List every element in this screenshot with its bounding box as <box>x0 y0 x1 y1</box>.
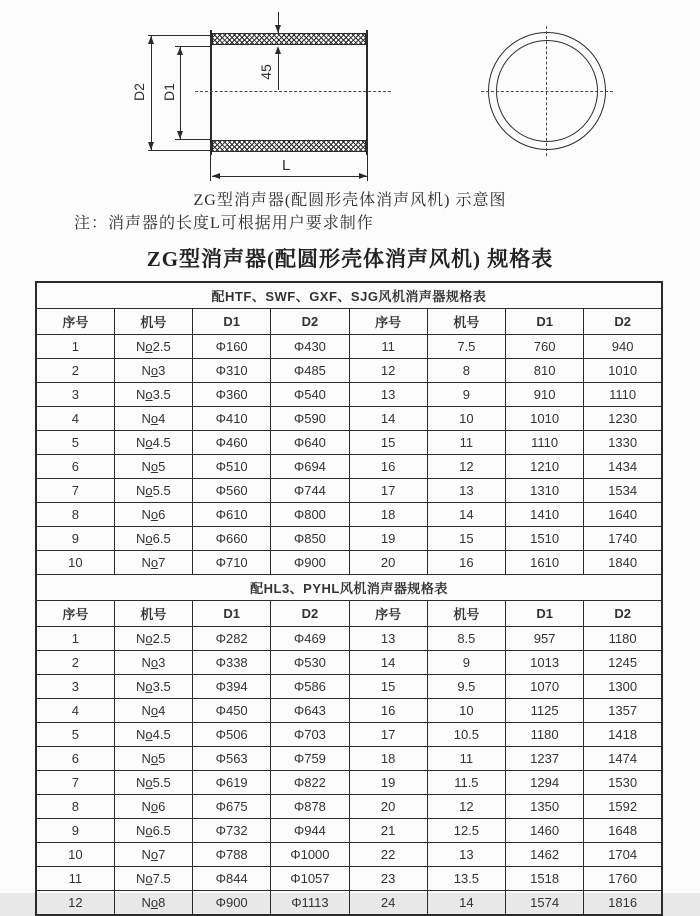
table-row <box>36 551 662 575</box>
table-cell: 760 <box>506 335 584 359</box>
d1-arrow-top-icon <box>177 47 183 55</box>
table-row <box>36 699 662 723</box>
table-cell: 14 <box>427 503 505 527</box>
table-cell: Φ800 <box>271 503 349 527</box>
table-cell: No7.5 <box>114 867 192 891</box>
table-row <box>36 795 662 819</box>
table-cell: 18 <box>349 747 427 771</box>
table-cell: 7 <box>36 479 114 503</box>
table-cell: 1840 <box>584 551 662 575</box>
table-cell: 16 <box>349 455 427 479</box>
table-cell: 1 <box>36 627 114 651</box>
table-cell: 10 <box>427 699 505 723</box>
table-cell: 8 <box>36 795 114 819</box>
d2-arrow-top-icon <box>148 36 154 44</box>
table-cell: 6 <box>36 747 114 771</box>
table-cell: Φ732 <box>193 819 271 843</box>
d2-extension-top <box>148 35 212 36</box>
column-header: D1 <box>506 601 584 627</box>
table-cell: 1574 <box>506 891 584 916</box>
table-cell: No3 <box>114 359 192 383</box>
l-dimension-line <box>212 176 367 177</box>
table-cell: 11.5 <box>427 771 505 795</box>
table-cell: Φ759 <box>271 747 349 771</box>
table-cell: 10 <box>427 407 505 431</box>
table-cell: Φ460 <box>193 431 271 455</box>
table-cell: No7 <box>114 843 192 867</box>
table-cell: No3 <box>114 651 192 675</box>
note-text: 注：消声器的长度L可根据用户要求制作 <box>74 215 374 232</box>
table-cell: 1 <box>36 335 114 359</box>
end-view-centerline-vertical <box>546 26 547 156</box>
table-cell: 15 <box>349 431 427 455</box>
table-cell: Φ410 <box>193 407 271 431</box>
table-cell: 19 <box>349 771 427 795</box>
table-cell: No5 <box>114 747 192 771</box>
table-cell: Φ850 <box>271 527 349 551</box>
table-cell: No4 <box>114 699 192 723</box>
table-cell: 810 <box>506 359 584 383</box>
table-row <box>36 723 662 747</box>
table-cell: Φ469 <box>271 627 349 651</box>
column-header: 机号 <box>114 309 192 335</box>
table-cell: 16 <box>349 699 427 723</box>
table-cell: Φ660 <box>193 527 271 551</box>
table-cell: 20 <box>349 795 427 819</box>
figure-caption: ZG型消声器(配圆形壳体消声风机) 示意图 <box>193 192 507 209</box>
table-cell: 1357 <box>584 699 662 723</box>
table-cell: 1530 <box>584 771 662 795</box>
column-header: 机号 <box>114 601 192 627</box>
table-cell: Φ694 <box>271 455 349 479</box>
table-cell: 1474 <box>584 747 662 771</box>
spec-table <box>35 281 663 916</box>
table-cell: 1300 <box>584 675 662 699</box>
table-cell: Φ610 <box>193 503 271 527</box>
table-cell: 940 <box>584 335 662 359</box>
table-row <box>36 867 662 891</box>
table-row <box>36 819 662 843</box>
table-row <box>36 359 662 383</box>
table-cell: 5 <box>36 431 114 455</box>
table-cell: 1816 <box>584 891 662 916</box>
table-cell: 9 <box>427 651 505 675</box>
table-cell: No6 <box>114 795 192 819</box>
table-cell: Φ360 <box>193 383 271 407</box>
column-header: D1 <box>506 309 584 335</box>
table-cell: 1434 <box>584 455 662 479</box>
table-cell: 23 <box>349 867 427 891</box>
table-cell: 1210 <box>506 455 584 479</box>
table-cell: Φ878 <box>271 795 349 819</box>
spec-table-wrap <box>35 281 663 916</box>
table-cell: 1640 <box>584 503 662 527</box>
l-dimension-label: L <box>282 157 291 174</box>
table-cell: 1418 <box>584 723 662 747</box>
table-cell: 9 <box>36 527 114 551</box>
end-cap-left-line <box>210 30 212 155</box>
table-cell: Φ710 <box>193 551 271 575</box>
table-cell: 1010 <box>506 407 584 431</box>
table-cell: No5 <box>114 455 192 479</box>
t45-dimension-label: 45 <box>258 64 274 80</box>
table-cell: 17 <box>349 723 427 747</box>
table-cell: Φ844 <box>193 867 271 891</box>
d1-dimension-label: D1 <box>161 83 177 101</box>
table-cell: 7 <box>36 771 114 795</box>
table-cell: Φ586 <box>271 675 349 699</box>
d1-extension-bottom <box>175 139 212 140</box>
table-cell: 13 <box>349 627 427 651</box>
table-cell: 22 <box>349 843 427 867</box>
table-row <box>36 431 662 455</box>
table-cell: No8 <box>114 891 192 916</box>
table-cell: 5 <box>36 723 114 747</box>
table-cell: No5.5 <box>114 479 192 503</box>
table-cell: 1310 <box>506 479 584 503</box>
table-cell: 11 <box>427 747 505 771</box>
table-row <box>36 527 662 551</box>
table-cell: 1704 <box>584 843 662 867</box>
table-cell: Φ450 <box>193 699 271 723</box>
d1-arrow-bottom-icon <box>177 131 183 139</box>
table-cell: 9 <box>427 383 505 407</box>
table-cell: 12 <box>427 795 505 819</box>
table-cell: 17 <box>349 479 427 503</box>
table-cell: 1125 <box>506 699 584 723</box>
end-cap-right-line <box>366 30 368 155</box>
table-cell: 910 <box>506 383 584 407</box>
table-cell: 1294 <box>506 771 584 795</box>
table-cell: Φ900 <box>193 891 271 916</box>
table-row <box>36 407 662 431</box>
page-title: ZG型消声器(配圆形壳体消声风机) 规格表 <box>146 247 554 271</box>
column-header: D1 <box>193 601 271 627</box>
table-cell: Φ788 <box>193 843 271 867</box>
table-cell: Φ640 <box>271 431 349 455</box>
table-row <box>36 891 662 916</box>
column-header: D2 <box>271 309 349 335</box>
table-cell: No3.5 <box>114 383 192 407</box>
table-cell: 1110 <box>584 383 662 407</box>
l-arrow-right-icon <box>359 173 367 179</box>
table-header-row <box>36 309 662 335</box>
column-header: 序号 <box>36 601 114 627</box>
table-row <box>36 383 662 407</box>
table-row <box>36 771 662 795</box>
table-cell: No6 <box>114 503 192 527</box>
table-cell: 1462 <box>506 843 584 867</box>
end-view-centerline-horizontal <box>481 91 613 92</box>
table-cell: 10.5 <box>427 723 505 747</box>
table-cell: Φ643 <box>271 699 349 723</box>
table-cell: 16 <box>427 551 505 575</box>
table-cell: 4 <box>36 407 114 431</box>
table-cell: 10 <box>36 843 114 867</box>
table-cell: Φ540 <box>271 383 349 407</box>
column-header: D2 <box>584 601 662 627</box>
table-cell: No6.5 <box>114 527 192 551</box>
table-cell: 24 <box>349 891 427 916</box>
table-cell: 1330 <box>584 431 662 455</box>
t45-leader-bottom <box>278 54 279 90</box>
table-row <box>36 627 662 651</box>
table-cell: 1740 <box>584 527 662 551</box>
table-cell: Φ506 <box>193 723 271 747</box>
column-header: D2 <box>271 601 349 627</box>
table-cell: Φ1057 <box>271 867 349 891</box>
table-cell: No4.5 <box>114 431 192 455</box>
d1-dimension-line <box>180 47 181 139</box>
table-cell: No7 <box>114 551 192 575</box>
table-cell: 19 <box>349 527 427 551</box>
table-cell: No2.5 <box>114 335 192 359</box>
table-cell: 8.5 <box>427 627 505 651</box>
table-cell: Φ590 <box>271 407 349 431</box>
table-cell: Φ619 <box>193 771 271 795</box>
table-cell: 2 <box>36 359 114 383</box>
lining-hatch-top <box>212 33 366 45</box>
table-cell: Φ944 <box>271 819 349 843</box>
table-cell: 957 <box>506 627 584 651</box>
table-row <box>36 335 662 359</box>
table-cell: 1230 <box>584 407 662 431</box>
table-cell: Φ430 <box>271 335 349 359</box>
table-cell: 10 <box>36 551 114 575</box>
table-cell: 12.5 <box>427 819 505 843</box>
table-cell: 12 <box>36 891 114 916</box>
table-cell: 1237 <box>506 747 584 771</box>
table-cell: Φ510 <box>193 455 271 479</box>
table-cell: 1245 <box>584 651 662 675</box>
table-cell: 3 <box>36 383 114 407</box>
d2-arrow-bottom-icon <box>148 142 154 150</box>
table-cell: 20 <box>349 551 427 575</box>
table-cell: 13 <box>427 843 505 867</box>
table-cell: No2.5 <box>114 627 192 651</box>
table-cell: 1610 <box>506 551 584 575</box>
table-cell: 6 <box>36 455 114 479</box>
table-cell: 11 <box>36 867 114 891</box>
table-cell: 15 <box>427 527 505 551</box>
table-cell: No6.5 <box>114 819 192 843</box>
table-cell: Φ160 <box>193 335 271 359</box>
table-cell: 1013 <box>506 651 584 675</box>
table-cell: No4 <box>114 407 192 431</box>
table-cell: Φ282 <box>193 627 271 651</box>
table-cell: 9 <box>36 819 114 843</box>
table-cell: 13 <box>349 383 427 407</box>
d2-dimension-line <box>151 36 152 150</box>
table-cell: 2 <box>36 651 114 675</box>
table-cell: 1350 <box>506 795 584 819</box>
table-cell: Φ675 <box>193 795 271 819</box>
d2-extension-bottom <box>148 150 212 151</box>
table-cell: 1010 <box>584 359 662 383</box>
column-header: D2 <box>584 309 662 335</box>
table-cell: 13 <box>427 479 505 503</box>
d2-dimension-label: D2 <box>131 83 147 101</box>
table-cell: 12 <box>427 455 505 479</box>
table-cell: 12 <box>349 359 427 383</box>
table-cell: 7.5 <box>427 335 505 359</box>
table-section-title: 配HTF、SWF、GXF、SJG风机消声器规格表 <box>36 282 662 309</box>
table-cell: 13.5 <box>427 867 505 891</box>
l-extension-left <box>210 155 211 181</box>
table-cell: Φ703 <box>271 723 349 747</box>
table-cell: 21 <box>349 819 427 843</box>
l-arrow-left-icon <box>212 173 220 179</box>
table-cell: Φ560 <box>193 479 271 503</box>
table-cell: No4.5 <box>114 723 192 747</box>
table-cell: 4 <box>36 699 114 723</box>
column-header: 机号 <box>427 601 505 627</box>
table-cell: 1410 <box>506 503 584 527</box>
t45-arrow-up-icon <box>275 46 281 54</box>
table-cell: 1180 <box>584 627 662 651</box>
table-cell: 1070 <box>506 675 584 699</box>
table-cell: Φ822 <box>271 771 349 795</box>
table-row <box>36 455 662 479</box>
table-cell: Φ310 <box>193 359 271 383</box>
column-header: 序号 <box>349 601 427 627</box>
t45-arrow-down-icon <box>275 25 281 33</box>
column-header: D1 <box>193 309 271 335</box>
table-section-row <box>36 282 662 309</box>
table-row <box>36 651 662 675</box>
table-cell: Φ563 <box>193 747 271 771</box>
centerline <box>195 91 391 92</box>
table-cell: 8 <box>36 503 114 527</box>
table-cell: Φ900 <box>271 551 349 575</box>
table-cell: 14 <box>349 651 427 675</box>
table-section-row <box>36 575 662 601</box>
table-section-title: 配HL3、PYHL风机消声器规格表 <box>36 575 662 601</box>
table-cell: Φ1113 <box>271 891 349 916</box>
table-cell: 9.5 <box>427 675 505 699</box>
table-cell: No3.5 <box>114 675 192 699</box>
table-row <box>36 479 662 503</box>
table-cell: 1510 <box>506 527 584 551</box>
table-cell: Φ394 <box>193 675 271 699</box>
table-cell: 1648 <box>584 819 662 843</box>
table-row <box>36 843 662 867</box>
table-cell: Φ744 <box>271 479 349 503</box>
table-cell: 3 <box>36 675 114 699</box>
table-cell: 11 <box>427 431 505 455</box>
table-cell: 14 <box>349 407 427 431</box>
table-header-row <box>36 601 662 627</box>
table-row <box>36 675 662 699</box>
table-cell: 1760 <box>584 867 662 891</box>
table-row <box>36 503 662 527</box>
table-cell: 1592 <box>584 795 662 819</box>
table-row <box>36 747 662 771</box>
table-cell: 14 <box>427 891 505 916</box>
table-cell: 1460 <box>506 819 584 843</box>
table-cell: 1180 <box>506 723 584 747</box>
table-cell: 1534 <box>584 479 662 503</box>
table-cell: No5.5 <box>114 771 192 795</box>
table-cell: Φ530 <box>271 651 349 675</box>
l-extension-right <box>367 155 368 181</box>
table-cell: 18 <box>349 503 427 527</box>
table-cell: 15 <box>349 675 427 699</box>
table-cell: Φ1000 <box>271 843 349 867</box>
table-cell: 1110 <box>506 431 584 455</box>
column-header: 序号 <box>349 309 427 335</box>
table-cell: Φ338 <box>193 651 271 675</box>
table-cell: 8 <box>427 359 505 383</box>
table-cell: Φ485 <box>271 359 349 383</box>
table-cell: 1518 <box>506 867 584 891</box>
table-cell: 11 <box>349 335 427 359</box>
column-header: 序号 <box>36 309 114 335</box>
lining-hatch-bottom <box>212 140 366 152</box>
column-header: 机号 <box>427 309 505 335</box>
